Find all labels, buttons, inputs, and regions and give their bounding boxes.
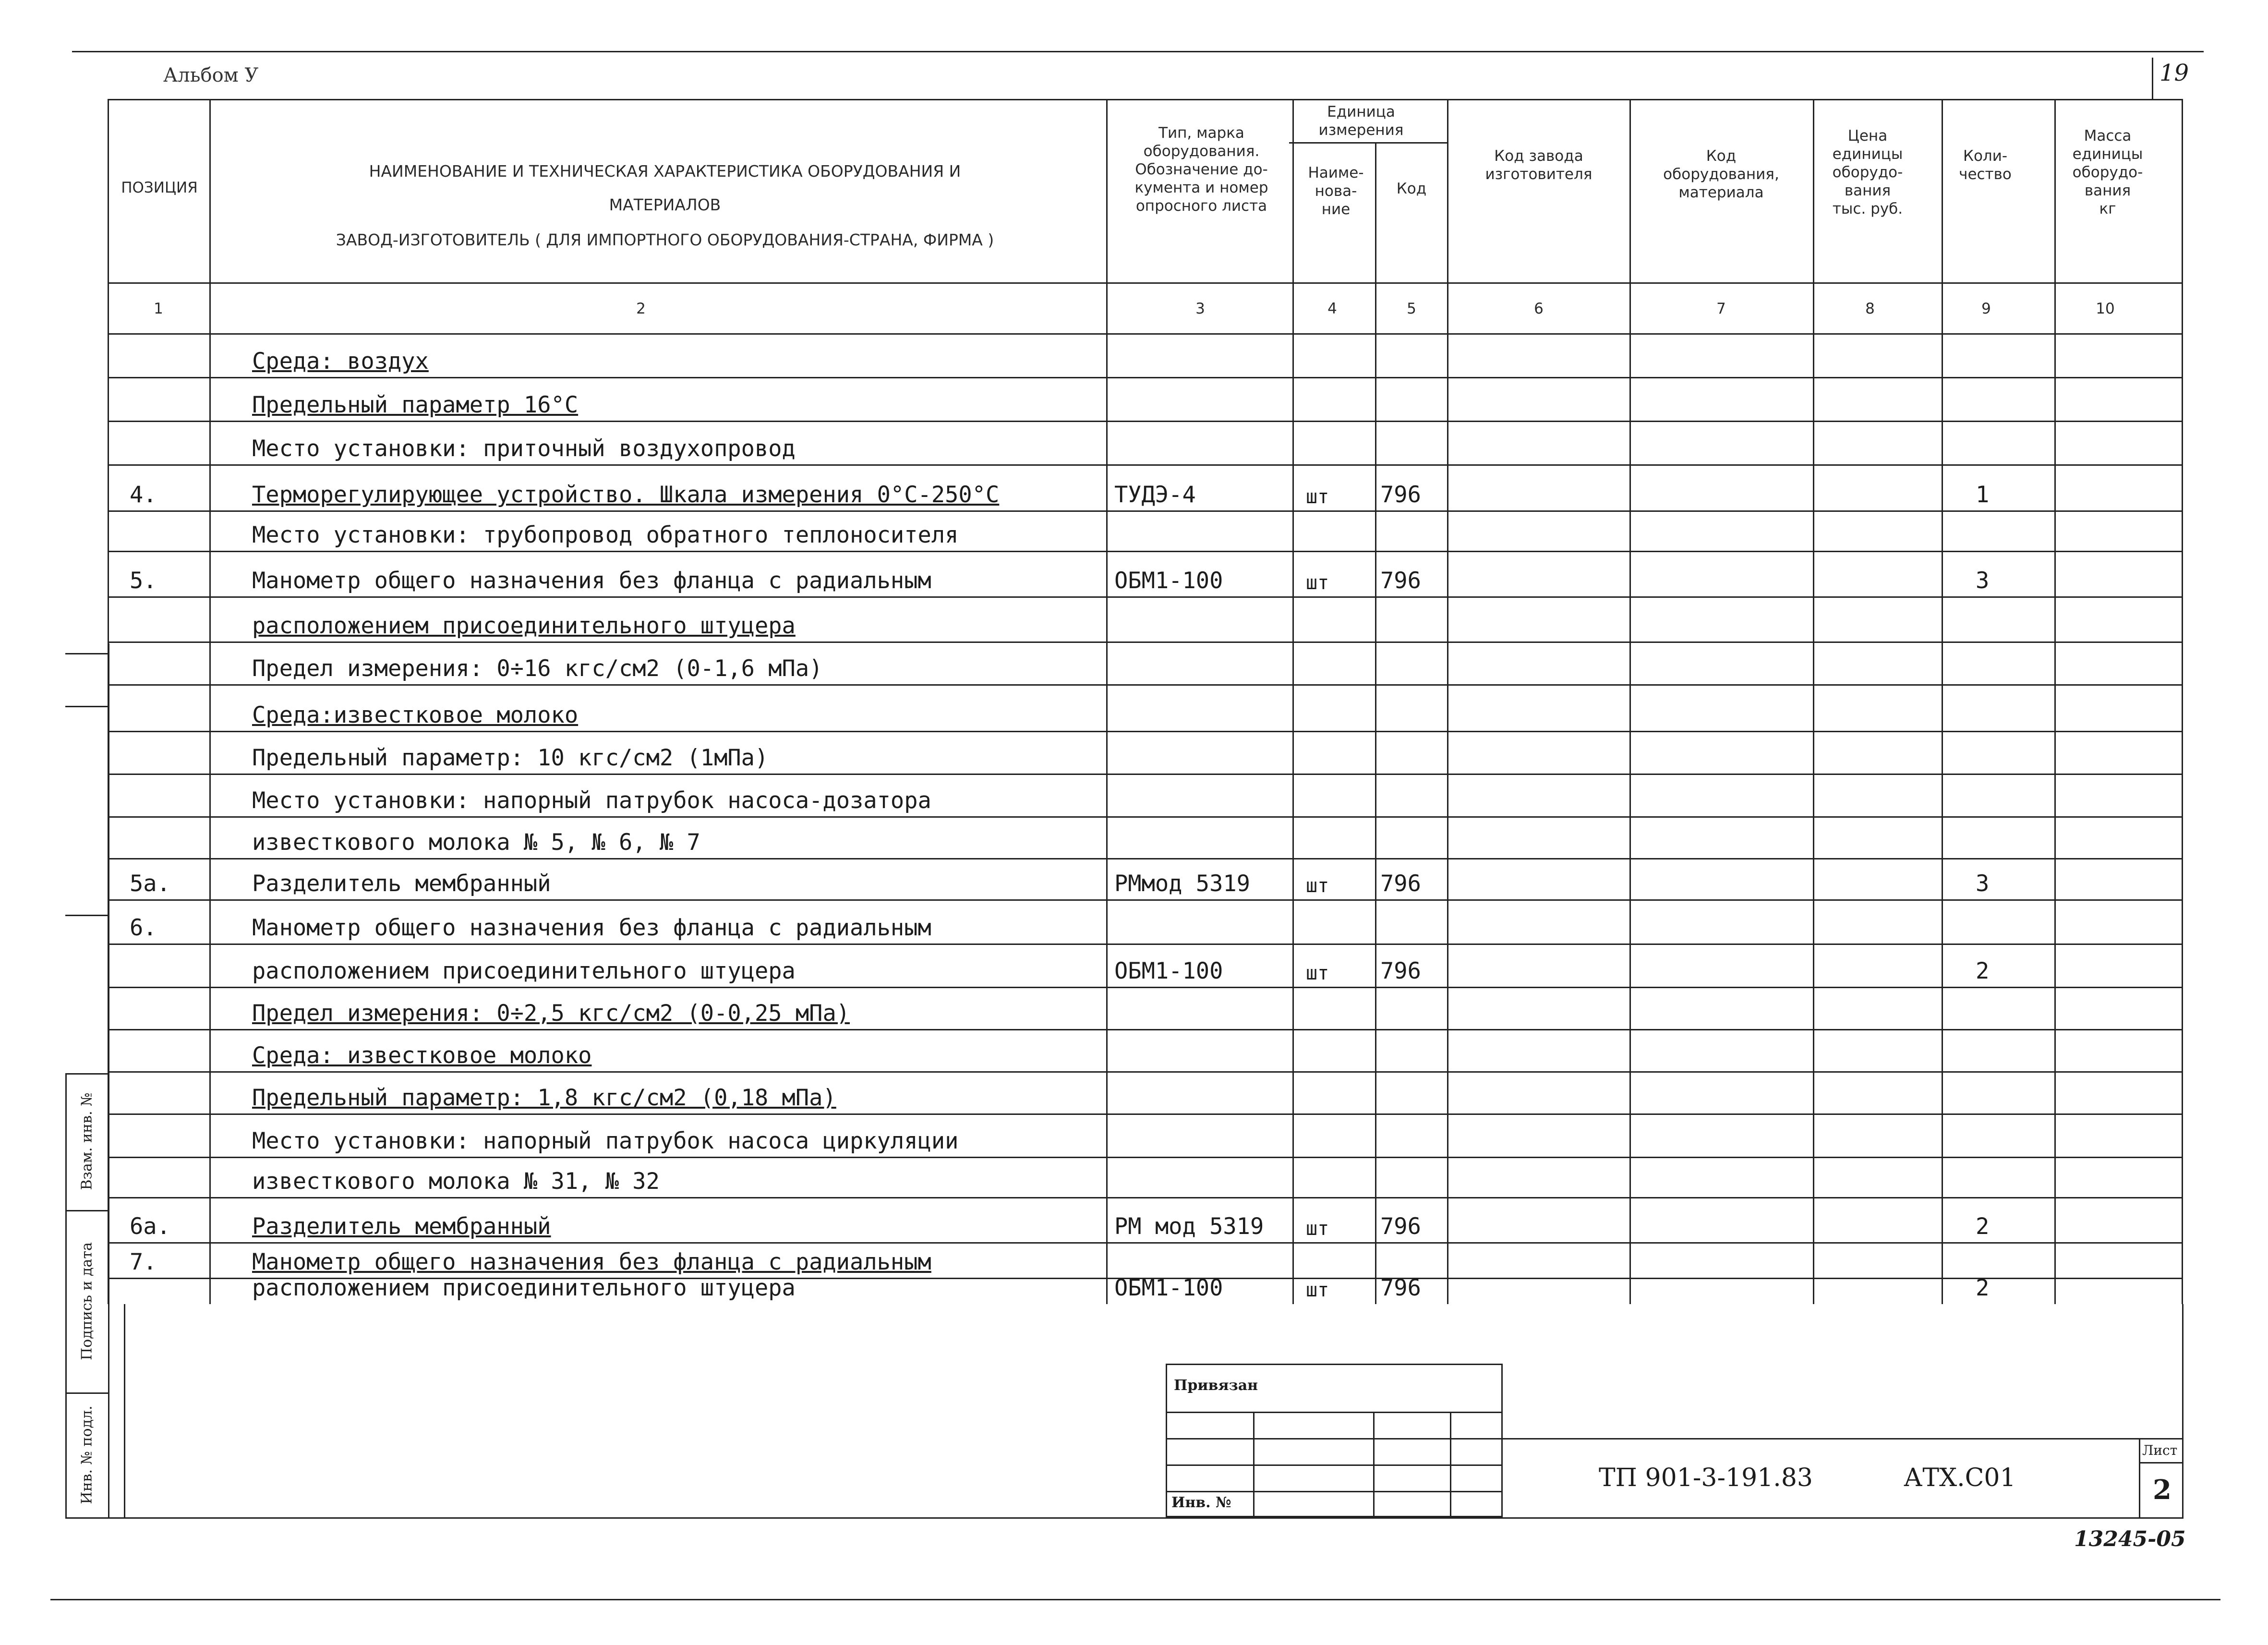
header-line: оборудо- — [1832, 164, 1903, 181]
stamp-signature-date: Подпись и дата — [78, 1242, 96, 1360]
row-position: 7. — [130, 1249, 157, 1275]
grid-column-line — [209, 99, 211, 1304]
header-line: нова- — [1315, 182, 1357, 200]
row-type-mark: РМмод 5319 — [1114, 871, 1250, 897]
table-row — [108, 685, 2182, 731]
row-type-mark: ТУДЭ-4 — [1114, 482, 1196, 508]
document-mark: АТХ.С01 — [1904, 1464, 2016, 1492]
table-row — [108, 1157, 2182, 1197]
row-name: Манометр общего назначения без фланца с радиальным — [252, 568, 931, 594]
table-row — [108, 774, 2182, 817]
stamp-top-line — [1503, 1438, 2182, 1439]
row-name: известкового молока № 31, № 32 — [252, 1168, 660, 1195]
grid-column-line — [1813, 99, 1814, 1304]
grid-column-line — [1375, 142, 1376, 1304]
table-row — [108, 642, 2182, 685]
row-unit: шт — [1306, 1279, 1329, 1301]
header-line: Масса — [2084, 127, 2132, 145]
row-name: Разделитель мембранный — [252, 871, 551, 897]
stamp-divider-1 — [65, 1073, 109, 1075]
row-quantity: 2 — [1976, 958, 1990, 984]
grid-column-line — [2054, 99, 2056, 1304]
grid-column-line — [1942, 99, 1943, 1304]
column-number: 2 — [636, 300, 646, 317]
privyazan-col-2 — [1373, 1412, 1375, 1517]
table-row — [108, 944, 2182, 987]
header-unit-code: Код — [1396, 180, 1427, 197]
row-name: расположением присоединительного штуцера — [252, 958, 796, 984]
row-position: 6. — [130, 915, 157, 941]
row-quantity: 3 — [1976, 871, 1990, 897]
row-name: Предельный параметр 16°С — [252, 392, 579, 418]
header-line: единицы — [2072, 145, 2143, 163]
column-number: 6 — [1534, 300, 1544, 317]
row-unit-code: 796 — [1380, 482, 1421, 508]
table-row — [108, 597, 2182, 642]
header-line: тыс. руб. — [1832, 200, 1903, 218]
header-line: оборудо- — [2072, 164, 2143, 181]
row-position: 6а. — [130, 1213, 170, 1240]
row-name: Предел измерения: 0÷16 кгс/см2 (0-1,6 мПа) — [252, 655, 823, 682]
row-unit: шт — [1306, 1218, 1329, 1240]
stamp-replace-inv: Взам. инв. № — [78, 1092, 96, 1190]
row-name: Место установки: напорный патрубок насоса циркуляции — [252, 1128, 959, 1154]
table-row — [108, 336, 2182, 377]
table-row — [108, 987, 2182, 1029]
privyazan-line-4 — [1166, 1491, 1503, 1492]
header-line: Код завода — [1494, 147, 1583, 165]
header-line: Код — [1706, 147, 1737, 165]
header-line: кумента и номер — [1134, 179, 1268, 196]
grid-column-line — [1106, 99, 1108, 1304]
header-line: вания — [2084, 182, 2131, 199]
privyazan-label: Привязан — [1174, 1377, 1258, 1394]
column-number: 3 — [1195, 300, 1205, 317]
row-position: 5. — [130, 568, 157, 594]
frame-right-line — [2182, 1304, 2184, 1517]
grid-column-line — [1629, 99, 1631, 1304]
header-line: Обозначение до- — [1135, 161, 1268, 178]
row-name: Разделитель мембранный — [252, 1213, 551, 1240]
column-number-bottom-line — [108, 333, 2182, 335]
row-name: Манометр общего назначения без фланца с радиальным — [252, 915, 931, 941]
frame-left-line — [124, 1304, 125, 1517]
table-top-line — [108, 99, 2182, 100]
stamp-original-inv: Инв. № подл. — [78, 1405, 96, 1504]
header-line: Тип, марка — [1158, 124, 1244, 142]
row-name: известкового молока № 5, № 6, № 7 — [252, 829, 700, 856]
stamp-strip-right-line — [108, 643, 109, 1517]
privyazan-line-2 — [1166, 1438, 1503, 1439]
inventory-number-label: Инв. № — [1171, 1494, 1231, 1511]
row-name: Среда: известковое молоко — [252, 1042, 592, 1069]
header-name-line2: МАТЕРИАЛОВ — [609, 195, 721, 214]
row-type-mark: ОБМ1-100 — [1114, 1275, 1223, 1301]
table-row — [108, 465, 2182, 511]
sheet-cell-left-line — [2139, 1438, 2140, 1517]
row-name: Манометр общего назначения без фланца с радиальным — [252, 1249, 931, 1275]
row-quantity: 2 — [1976, 1213, 1990, 1240]
row-name: Терморегулирующее устройство. Шкала измерения 0°С-250°С — [252, 482, 1000, 508]
header-line: измерения — [1318, 121, 1404, 139]
row-name: расположением присоединительного штуцера — [252, 613, 796, 639]
album-label: Альбом У — [163, 64, 259, 86]
column-number: 4 — [1327, 300, 1337, 317]
row-name: Место установки: напорный патрубок насоса-дозатора — [252, 787, 931, 814]
row-quantity: 2 — [1976, 1275, 1990, 1301]
stamp-strip-left-line — [65, 1073, 67, 1517]
header-line: вания — [1844, 182, 1891, 199]
stamp-divider-3 — [65, 1392, 109, 1394]
header-name-line1: НАИМЕНОВАНИЕ И ТЕХНИЧЕСКАЯ ХАРАКТЕРИСТИКА ОБОРУДОВАНИЯ И — [369, 162, 961, 181]
row-quantity: 3 — [1976, 568, 1990, 594]
document-code: ТП 901-3-191.83 — [1599, 1464, 1813, 1492]
privyazan-line-3 — [1166, 1464, 1503, 1466]
column-number: 1 — [154, 300, 163, 317]
row-type-mark: ОБМ1-100 — [1114, 568, 1223, 594]
row-name: расположением присоединительного штуцера — [252, 1275, 796, 1301]
row-name: Место установки: трубопровод обратного теплоносителя — [252, 522, 959, 548]
row-name: Предельный параметр: 1,8 кгс/см2 (0,18 мПа) — [252, 1085, 836, 1111]
grid-column-line — [1447, 99, 1448, 1304]
header-bottom-line — [108, 282, 2182, 284]
row-unit-code: 796 — [1380, 958, 1421, 984]
grid-column-line — [2182, 99, 2183, 1304]
row-unit: шт — [1306, 486, 1329, 508]
column-number: 8 — [1865, 300, 1875, 317]
column-number: 10 — [2096, 300, 2115, 317]
stamp-tick-3 — [65, 915, 109, 916]
table-row — [108, 1114, 2182, 1157]
stamp-tick-1 — [65, 653, 109, 654]
table-row — [108, 551, 2182, 597]
table-row — [108, 1197, 2182, 1243]
sheet-number: 2 — [2153, 1474, 2171, 1506]
unit-group-divider — [1289, 142, 1448, 144]
sheet-label: Лист — [2142, 1442, 2178, 1458]
header-line: кг — [2099, 200, 2116, 218]
header-line: опросного листа — [1135, 197, 1267, 215]
column-number: 9 — [1981, 300, 1991, 317]
column-number: 5 — [1407, 300, 1416, 317]
row-unit: шт — [1306, 572, 1329, 594]
top-sheet-number: 19 — [2159, 60, 2189, 86]
table-row — [108, 421, 2182, 465]
row-name: Предел измерения: 0÷2,5 кгс/см2 (0-0,25 мПа) — [252, 1000, 850, 1027]
row-type-mark: ОБМ1-100 — [1114, 958, 1223, 984]
table-row — [108, 511, 2182, 551]
table-row — [108, 900, 2182, 944]
stamp-divider-2 — [65, 1210, 109, 1211]
table-row — [108, 859, 2182, 900]
row-position: 4. — [130, 482, 157, 508]
archive-number: 13245-05 — [2074, 1527, 2186, 1551]
table-row — [108, 1072, 2182, 1114]
header-line: материала — [1678, 184, 1764, 201]
row-name: Среда: воздух — [252, 348, 429, 375]
table-row — [108, 1243, 2182, 1278]
row-name: Предельный параметр: 10 кгс/см2 (1мПа) — [252, 745, 769, 771]
page-bottom-line — [50, 1599, 2220, 1600]
specification-table — [108, 99, 2182, 1304]
row-unit-code: 796 — [1380, 871, 1421, 897]
header-name-line3: ЗАВОД-ИЗГОТОВИТЕЛЬ ( ДЛЯ ИМПОРТНОГО ОБОРУДОВАНИЯ-СТРАНА, ФИРМА ) — [336, 230, 994, 249]
frame-bottom-line — [65, 1517, 2184, 1519]
column-number: 7 — [1716, 300, 1726, 317]
row-unit-code: 796 — [1380, 568, 1421, 594]
table-row — [108, 731, 2182, 774]
header-line: оборудования, — [1663, 166, 1779, 183]
header-line: оборудования. — [1143, 143, 1260, 160]
stamp-tick-2 — [65, 706, 109, 707]
grid-column-line — [1292, 99, 1294, 1304]
header-line: Наиме- — [1308, 164, 1364, 181]
sheet-cell-divider — [2139, 1462, 2182, 1464]
header-line: Цена — [1847, 127, 1888, 145]
table-row — [108, 1275, 2182, 1304]
header-line: изготовителя — [1485, 166, 1592, 183]
row-unit: шт — [1306, 875, 1329, 897]
header-line: Коли- — [1963, 147, 2008, 165]
row-quantity: 1 — [1976, 482, 1990, 508]
row-name: Среда:известковое молоко — [252, 702, 579, 728]
privyazan-col-3 — [1450, 1412, 1451, 1517]
top-border-line — [72, 51, 2204, 52]
row-name: Место установки: приточный воздухопровод — [252, 435, 796, 462]
header-position: ПОЗИЦИЯ — [121, 179, 198, 196]
row-unit: шт — [1306, 962, 1329, 984]
sheet-box-left-line — [2152, 58, 2153, 99]
table-row — [108, 377, 2182, 421]
row-type-mark: РМ мод 5319 — [1114, 1213, 1264, 1240]
header-line: ние — [1321, 201, 1351, 218]
table-row — [108, 817, 2182, 859]
privyazan-line-1 — [1166, 1412, 1503, 1413]
header-line: Единица — [1327, 103, 1395, 121]
table-row — [108, 1029, 2182, 1072]
header-line: чество — [1959, 166, 2012, 183]
row-unit-code: 796 — [1380, 1213, 1421, 1240]
row-unit-code: 796 — [1380, 1275, 1421, 1301]
header-line: единицы — [1832, 145, 1903, 163]
privyazan-col-1 — [1253, 1412, 1255, 1517]
row-position: 5а. — [130, 871, 170, 897]
